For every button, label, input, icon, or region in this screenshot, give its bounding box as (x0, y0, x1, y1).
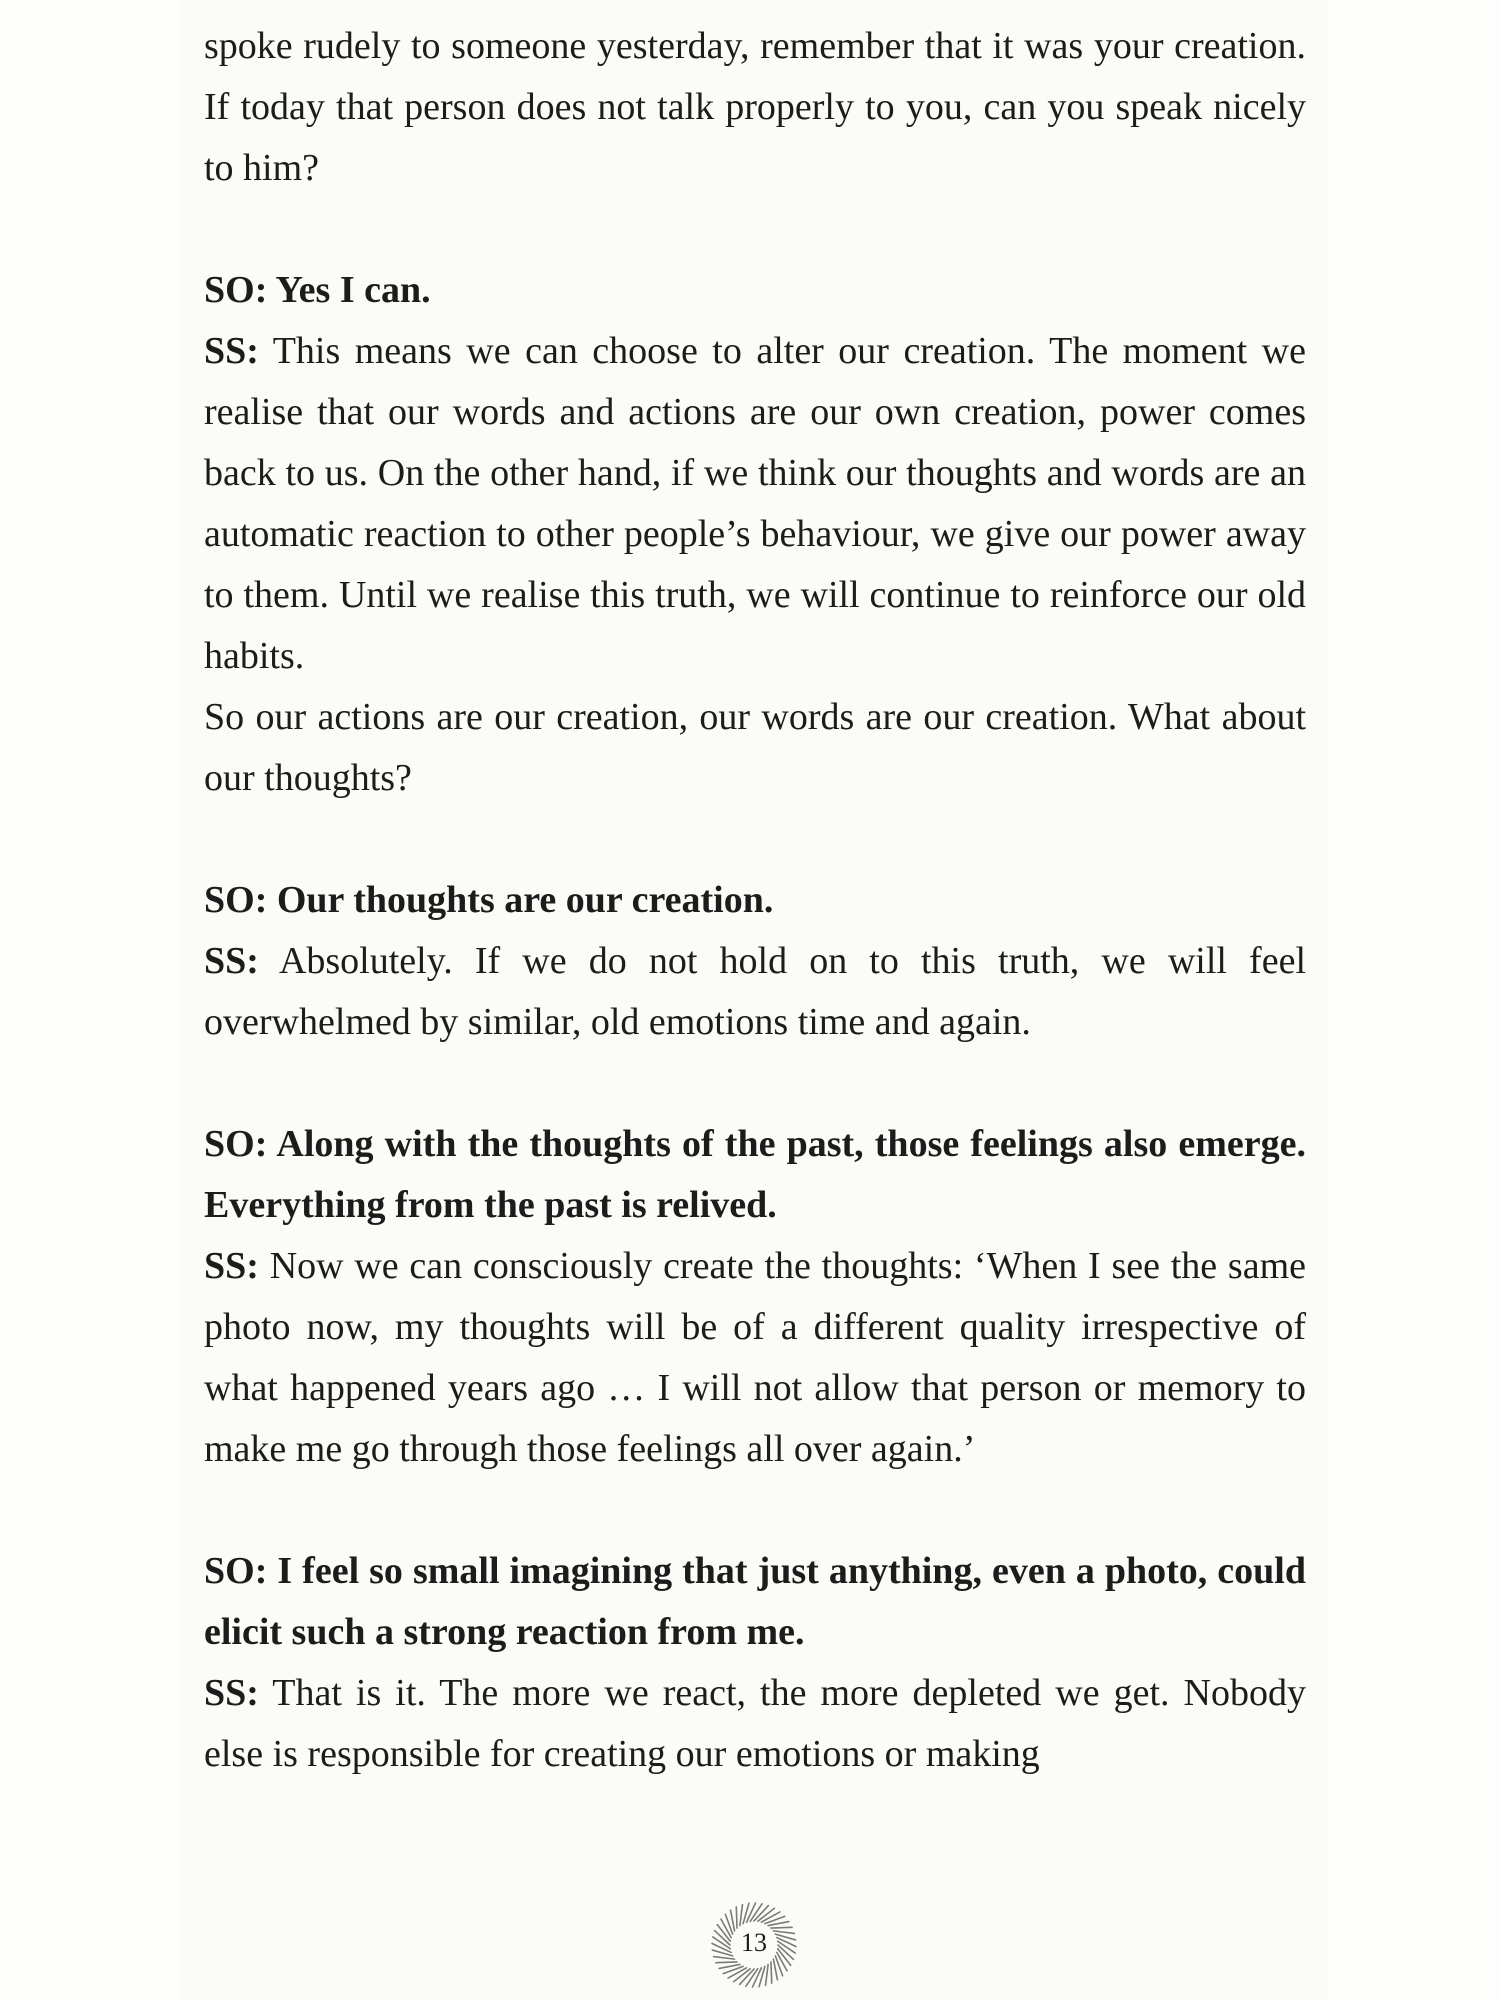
ornament-ray (771, 1962, 772, 1983)
paragraph-plain (204, 687, 1306, 809)
dialogue-so-question (204, 870, 1306, 931)
speaker-label: SS: (204, 330, 259, 372)
speaker-label: SS: (204, 1672, 259, 1714)
page-number: 13 (741, 1928, 767, 1957)
body-text (204, 16, 1306, 1785)
dialogue-so-question (204, 1541, 1306, 1663)
speaker-label: SS: (204, 940, 259, 982)
dialogue-text: Along with the thoughts of the past, those feelings also emerge. Everything from the past is relived. (204, 1123, 1307, 1226)
speaker-label: SO: (204, 1550, 268, 1592)
paragraph-text: So our actions are our creation, our words are our creation. What about our thoughts? (204, 696, 1306, 799)
dialogue-ss-answer (204, 931, 1306, 1053)
dialogue-so-question (204, 1114, 1306, 1236)
speaker-label: SS: (204, 1245, 259, 1287)
dialogue-ss-answer (204, 321, 1306, 687)
dialogue-text: I feel so small imagining that just anything, even a photo, could elicit such a strong reaction from me. (204, 1550, 1306, 1653)
dialogue-so-question (204, 260, 1306, 321)
dialogue-ss-answer (204, 1663, 1306, 1785)
dialogue-text: Now we can consciously create the thoughts: ‘When I see the same photo now, my thoughts will be of a different quality irrespective of what happened years ago … I will not allow that person or memory to make me go through those feelings all over again.’ (204, 1245, 1306, 1470)
ornament-ray (716, 1962, 737, 1963)
dialogue-text: Absolutely. If we do not hold on to this truth, we will feel overwhelmed by similar, old emotions time and again. (204, 940, 1306, 1043)
paragraph-text: spoke rudely to someone yesterday, remember that it was your creation. If today that person does not talk properly to you, can you speak nicely to him? (204, 25, 1306, 189)
ornament-ray (740, 1905, 743, 1926)
ornament-ray (766, 1964, 769, 1985)
dialogue-ss-answer (204, 1236, 1306, 1480)
ornament-ray (736, 1907, 737, 1928)
dialogue-text: That is it. The more we react, the more depleted we get. Nobody else is responsible for creating our emotions or making (204, 1672, 1306, 1775)
dialogue-text: Yes I can. (275, 269, 431, 311)
speaker-label: SO: (204, 1123, 268, 1165)
page-footer (709, 1900, 799, 1990)
speaker-label: SO: (204, 879, 268, 921)
paragraph-continuation (204, 16, 1306, 199)
dialogue-text: Our thoughts are our creation. (276, 879, 774, 921)
dialogue-text: This means we can choose to alter our creation. The moment we realise that our words and actions are our own creation, power comes back to us. On the other hand, if we think our thoughts and words are an automatic reaction to other people’s behaviour, we give our power away to them. Until we realise this truth, we will continue to reinforce our old habits. (204, 330, 1306, 677)
speaker-label: SO: (204, 269, 268, 311)
